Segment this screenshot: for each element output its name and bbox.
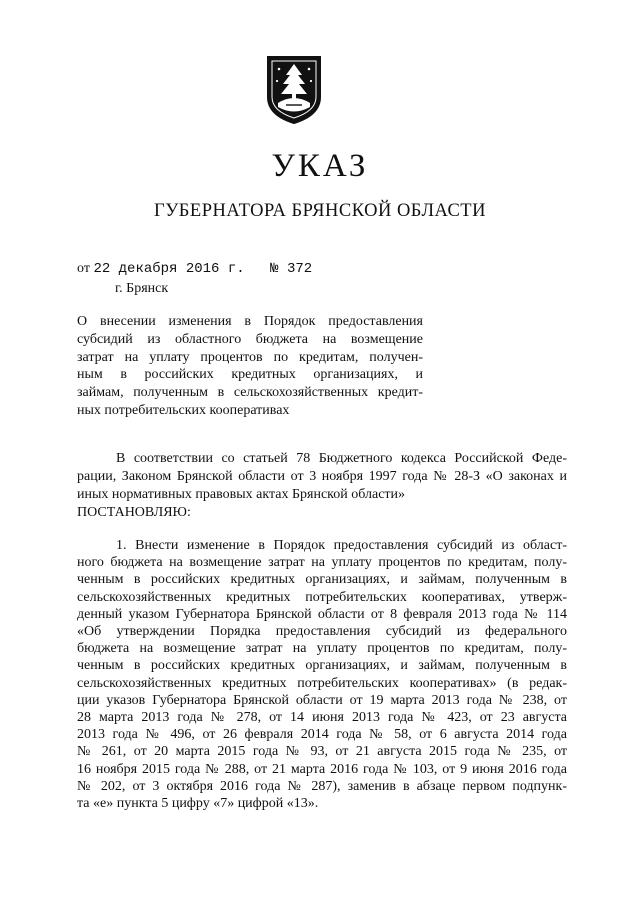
preamble-line: В соответствии со статьей 78 Бюджетного кодекса Российской Феде-	[116, 451, 567, 466]
clause-line: та «е» пункта 5 цифру «7» цифрой «13».	[77, 796, 319, 812]
date-prefix: от	[77, 261, 90, 276]
subject-line: ным в российских кредитных организациях, и	[77, 367, 423, 383]
clause-line: 16 ноября 2015 года № 288, от 21 марта 2016 года № 103, от 9 июня 2016 года	[77, 761, 567, 777]
preamble-paragraph	[77, 450, 567, 522]
subject-line: ных потребительских кооперативах	[77, 402, 290, 418]
clause-line: ченным в российских кредитных организациях, и займам, полученным в	[77, 572, 567, 588]
subject-line: затрат на уплату процентов по кредитам, получен-	[77, 349, 423, 365]
clause-line: «Об утверждении Порядка предоставления субсидий из федерального	[77, 624, 567, 640]
subject-line: субсидий из областного бюджета на возмещение	[77, 331, 423, 347]
clause-line: бюджета на возмещение затрат на уплату процентов по кредитам, полу-	[77, 641, 567, 657]
clause-line: № 261, от 20 марта 2015 года № 93, от 21 августа 2015 года № 235, от	[77, 744, 567, 760]
document-number: № 372	[270, 261, 313, 277]
clause-line: ции указов Губернатора Брянской области от 19 марта 2013 года № 238, от	[77, 692, 567, 708]
subject-line: О внесении изменения в Порядок предоставления	[77, 314, 423, 329]
document-date: 22 декабря 2016 г.	[93, 261, 245, 277]
preamble-line: иных нормативных правовых актах Брянской области»	[77, 487, 406, 502]
coat-of-arms-icon	[262, 53, 326, 125]
document-city: г. Брянск	[115, 281, 169, 296]
preamble-line: рации, Законом Брянской области от 3 ноября 1997 года № 28-З «О законах и	[77, 469, 567, 484]
document-title: УКАЗ	[271, 148, 369, 184]
clause-line: 28 марта 2013 года № 278, от 14 июня 2013 года № 423, от 23 августа	[77, 710, 567, 726]
clause-line: ченным в российских кредитных организациях, и займам, полученным в	[77, 658, 567, 674]
clause-line: 2013 года № 496, от 26 февраля 2014 года № 58, от 6 августа 2014 года	[77, 727, 567, 743]
document-meta	[77, 261, 312, 297]
clause-line: № 202, от 3 октября 2016 года № 287), заменив в абзаце первом подпунк-	[77, 778, 567, 794]
clause-line: сельскохозяйственных кредитных потребительских кооперативах, утверж-	[77, 589, 567, 605]
clause-line: сельскохозяйственных кредитных потребительских кооперативах» (в редак-	[77, 675, 567, 691]
clause-1-paragraph	[77, 537, 567, 812]
issuer-subtitle: ГУБЕРНАТОРА БРЯНСКОЙ ОБЛАСТИ	[154, 201, 486, 221]
subject-line: займам, полученным в сельскохозяйственных кредит-	[77, 385, 423, 401]
document-subject	[77, 313, 423, 420]
clause-line: 1. Внести изменение в Порядок предоставления субсидий из област-	[116, 538, 567, 553]
clause-line: денный указом Губернатора Брянской области от 8 февраля 2013 года № 114	[77, 606, 567, 622]
clause-line: ного бюджета на возмещение затрат на уплату процентов по кредитам, полу-	[77, 555, 567, 571]
resolution-word: ПОСТАНОВЛЯЮ:	[77, 505, 191, 520]
